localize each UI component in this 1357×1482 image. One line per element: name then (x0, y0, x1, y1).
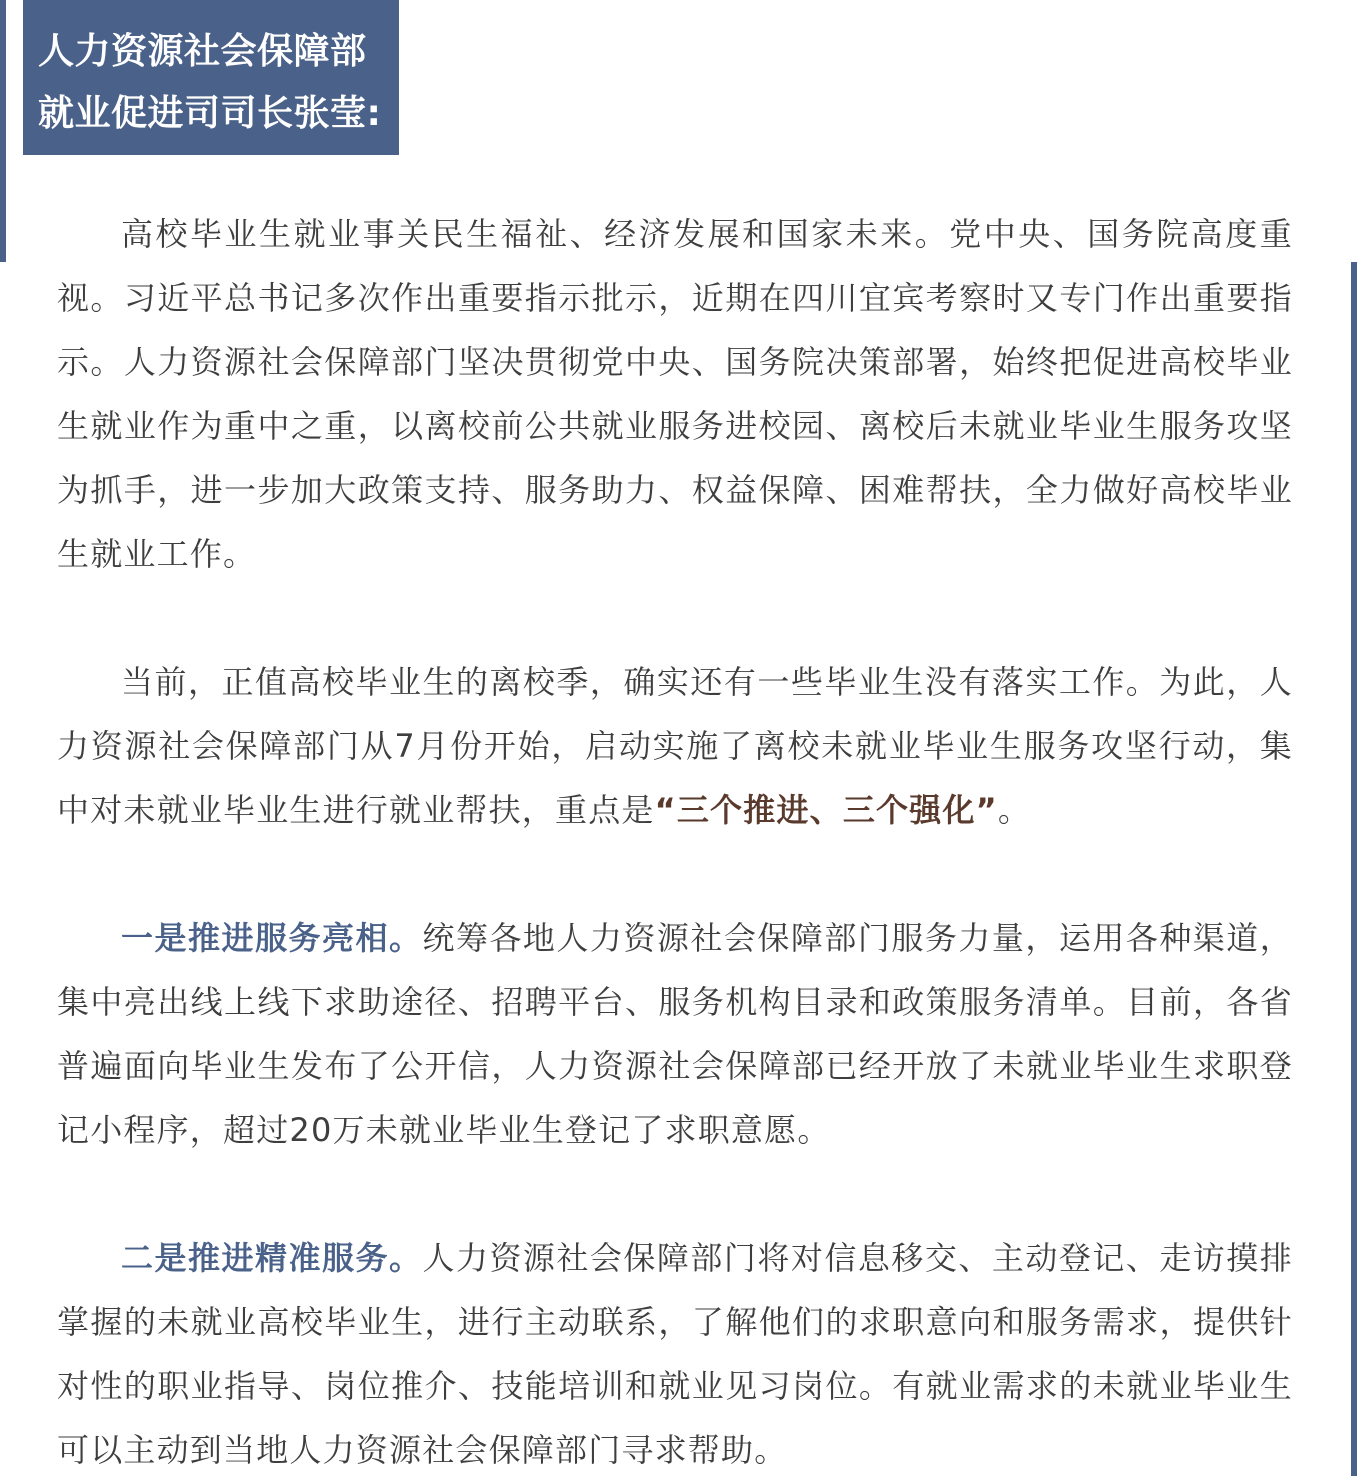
paragraph-2-end: 。 (997, 791, 1032, 829)
speaker-title-line-2: 就业促进司司长张莹: (38, 93, 382, 134)
speaker-title-box (23, 0, 399, 155)
paragraph-3-text: 统筹各地人力资源社会保障部门服务力量，运用各种渠道，集中亮出线上线下求助途径、招聘平台、服务机构目录和政策服务清单。目前，各省普遍面向毕业生发布了公开信，人力资源社会保障部已经开放了未就业毕业生求职登记小程序，超过20万未就业毕业生登记了求职意愿。 (57, 919, 1293, 1149)
speaker-title-line-1: 人力资源社会保障部 (38, 31, 367, 72)
article-body (57, 202, 1293, 1482)
paragraph-3 (57, 906, 1293, 1162)
paragraph-2 (57, 650, 1293, 842)
left-accent-rule (0, 0, 6, 262)
paragraph-1 (57, 202, 1293, 586)
paragraph-2-text: 当前，正值高校毕业生的离校季，确实还有一些毕业生没有落实工作。为此，人力资源社会保障部门从7月份开始，启动实施了离校未就业毕业生服务攻坚行动，集中对未就业毕业生进行就业帮扶，重点是 (57, 663, 1293, 829)
paragraph-3-lead: 一是推进服务亮相。 (121, 919, 423, 957)
right-accent-rule (1351, 262, 1357, 1476)
paragraph-4 (57, 1226, 1293, 1482)
paragraph-4-lead: 二是推进精准服务。 (121, 1239, 423, 1277)
paragraph-1-text: 高校毕业生就业事关民生福祉、经济发展和国家未来。党中央、国务院高度重视。习近平总书记多次作出重要指示批示，近期在四川宜宾考察时又专门作出重要指示。人力资源社会保障部门坚决贯彻党中央、国务院决策部署，始终把促进高校毕业生就业作为重中之重，以离校前公共就业服务进校园、离校后未就业毕业生服务攻坚为抓手，进一步加大政策支持、服务助力、权益保障、困难帮扶，全力做好高校毕业生就业工作。 (57, 215, 1293, 573)
three-advances-emphasis: “三个推进、三个强化” (654, 791, 998, 829)
paragraph-4-text: 人力资源社会保障部门将对信息移交、主动登记、走访摸排掌握的未就业高校毕业生，进行主动联系，了解他们的求职意向和服务需求，提供针对性的职业指导、岗位推介、技能培训和就业见习岗位。有就业需求的未就业毕业生可以主动到当地人力资源社会保障部门寻求帮助。 (57, 1239, 1293, 1469)
